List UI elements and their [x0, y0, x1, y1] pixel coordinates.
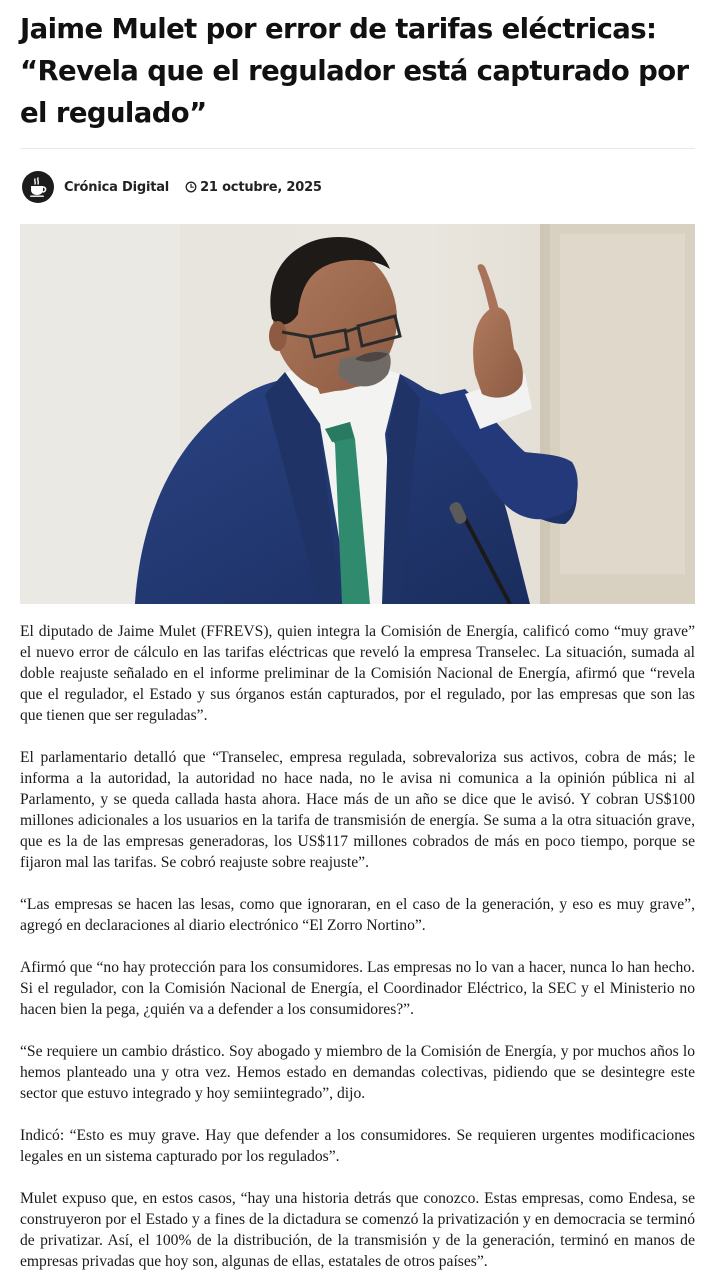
article-paragraph: Mulet expuso que, en estos casos, “hay una historia detrás que conozco. Estas empresas, como Endesa, se construyeron por el Estado y a fines de la dictadura se comenzó la privatización y en democracia se terminó de privatizar. Así, el 100% de la distribución, de la transmisión y de la generación, terminó en manos de empresas privadas que hoy son, algunas de ellas, estatales de otros países”.	[20, 1190, 695, 1270]
article-paragraph: Indicó: “Esto es muy grave. Hay que defender a los consumidores. Se requieren urgentes modificaciones legales en un sistema capturado por los regulados”.	[20, 1127, 695, 1165]
article-title: Jaime Mulet por error de tarifas eléctricas: “Revela que el regulador está capturado por el regulado”	[20, 13, 689, 129]
author-avatar-coffee-cup-icon[interactable]	[22, 171, 54, 203]
article-paragraph: El diputado de Jaime Mulet (FFREVS), quien integra la Comisión de Energía, calificó como “muy grave” el nuevo error de cálculo en las tarifas eléctricas que reveló la empresa Transelec. La situación, sumada al doble reajuste señalado en el informe preliminar de la Comisión Nacional de Energía, afirmó que “revela que el regulador, el Estado y sus órganos están capturados, por el regulado, por las empresas que son las que tienen que ser reguladas”.	[20, 623, 695, 724]
author-name-link[interactable]: Crónica Digital	[64, 179, 170, 195]
article-paragraph: “Se requiere un cambio drástico. Soy abogado y miembro de la Comisión de Energía, y por muchos años lo hemos planteado una y otra vez. Hemos estado en demandas colectivas, pidiendo que se desintegre este sector que estuvo integrado y hoy semiintegrado”, dijo.	[20, 1043, 695, 1102]
article-meta	[20, 169, 695, 205]
article-body	[20, 621, 695, 1272]
title-divider	[20, 148, 695, 149]
clock-icon	[185, 181, 197, 193]
publish-date-text: 21 octubre, 2025	[200, 179, 322, 195]
article-paragraph: “Las empresas se hacen las lesas, como que ignoraran, en el caso de la generación, y eso es muy grave”, agregó en declaraciones al diario electrónico “El Zorro Nortino”.	[20, 896, 695, 934]
article-paragraph: El parlamentario detalló que “Transelec, empresa regulada, sobrevaloriza sus activos, cobra de más; le informa a la autoridad, la autoridad no hace nada, no le avisa ni comunica a la opinión pública ni al Parlamento, y se queda callada hasta ahora. Hace más de un año se dice que le avisó. Y cobran US$100 millones adicionales a los usuarios en la tarifa de transmisión de energía. Se suma a la otra situación grave, que es la de las empresas generadoras, los US$117 millones cobrados de más en poco tiempo, porque se fijaron mal las tarifas. Se cobró reajuste sobre reajuste”.	[20, 749, 695, 871]
article-paragraph: Afirmó que “no hay protección para los consumidores. Las empresas no lo van a hacer, nunca lo han hecho. Si el regulador, con la Comisión Nacional de Energía, el Coordinador Eléctrico, la SEC y el Ministerio no hacen bien la pega, ¿quién va a defender a los consumidores?”.	[20, 959, 695, 1018]
article-photo	[20, 224, 695, 604]
publish-date	[185, 180, 322, 195]
